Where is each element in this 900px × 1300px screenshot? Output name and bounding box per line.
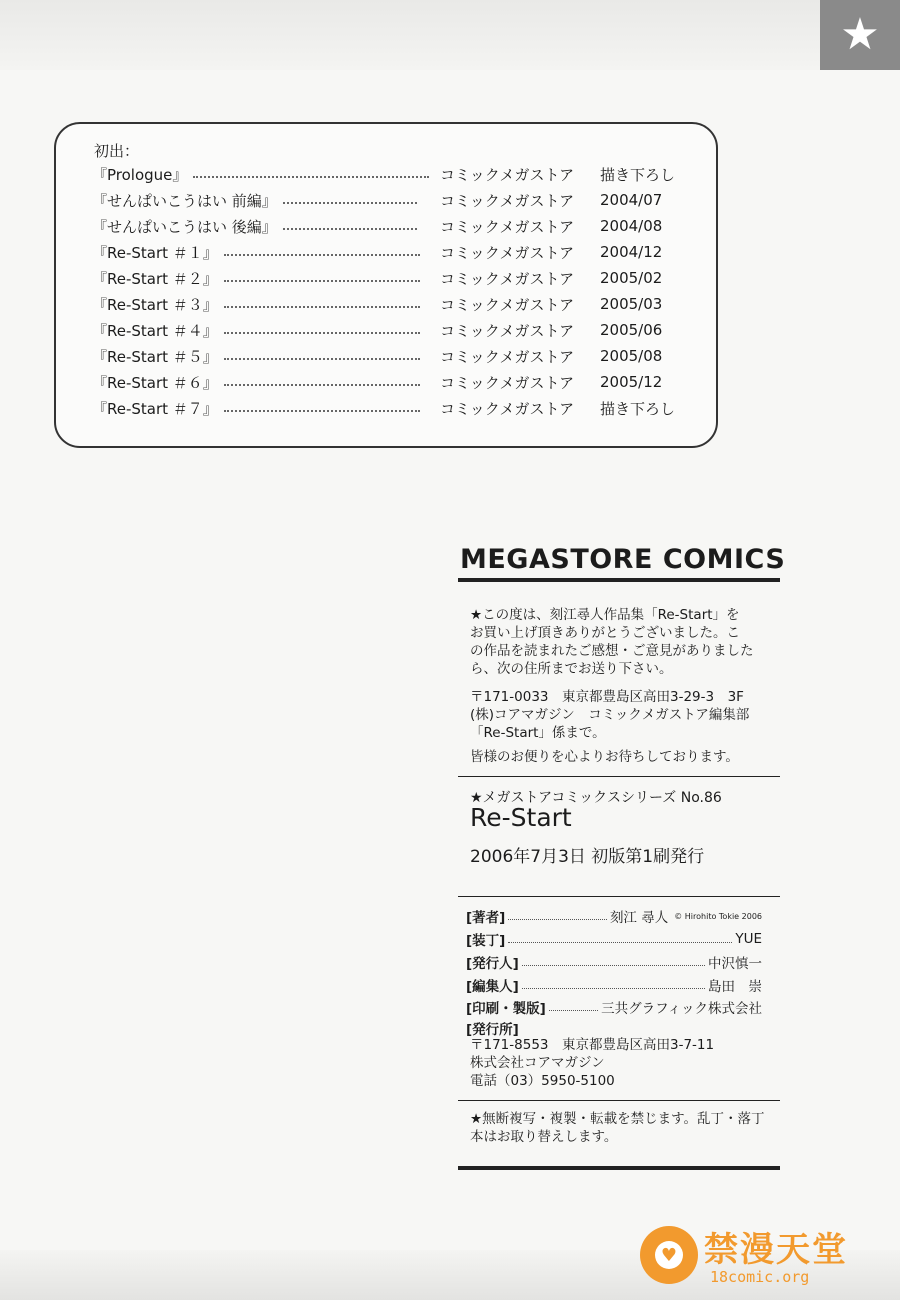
- dot-leader: [224, 410, 420, 412]
- address-line: (株)コアマガジン コミックメガストア編集部: [470, 707, 750, 723]
- source-title: 『Re-Start ＃３』: [92, 295, 218, 314]
- notice-line: 本はお取り替えします。: [470, 1129, 618, 1145]
- dot-leader: [522, 988, 705, 989]
- dot-leader: [224, 358, 420, 360]
- source-magazine: コミックメガストア: [440, 243, 575, 262]
- dot-leader: [224, 332, 420, 334]
- credit-row: [466, 997, 762, 1017]
- source-title: 『Re-Start ＃４』: [92, 321, 218, 340]
- dot-leader: [224, 306, 420, 308]
- credit-label: [著者]: [466, 910, 506, 926]
- source-magazine: コミックメガストア: [440, 269, 575, 288]
- credit-value: 刻江 尋人: [609, 910, 669, 926]
- source-date: 2005/02: [600, 269, 663, 287]
- source-title: 『Re-Start ＃６』: [92, 373, 218, 392]
- dot-leader: [508, 942, 732, 943]
- message-line: の作品を読まれたご感想・ご意見がありました: [470, 643, 754, 659]
- heart-icon: ♥: [655, 1241, 683, 1269]
- copy-notice: [470, 1110, 765, 1146]
- sources-box: [54, 122, 718, 448]
- divider: [458, 1100, 780, 1101]
- copyright-note: © Hirohito Tokie 2006: [674, 911, 762, 921]
- publisher-info: [470, 1036, 714, 1090]
- credit-value: 中沢慎一: [708, 956, 762, 972]
- address-line: 〒171-0033 東京都豊島区高田3-29-3 3F: [470, 689, 744, 705]
- notice-line: ★無断複写・複製・転載を禁じます。乱丁・落丁: [470, 1111, 765, 1127]
- source-magazine: コミックメガストア: [440, 321, 575, 340]
- credit-value: 島田 崇: [708, 979, 762, 995]
- mascot-icon: [640, 1226, 698, 1284]
- source-date: 描き下ろし: [600, 399, 676, 418]
- source-row: [92, 190, 692, 210]
- closing-line: 皆様のお便りを心よりお待ちしております。: [470, 749, 739, 765]
- address-line: 「Re-Start」係まで。: [470, 725, 606, 741]
- credit-label: [装丁]: [466, 933, 506, 949]
- source-title: 『Re-Start ＃７』: [92, 399, 218, 418]
- credit-label: [印刷・製版]: [466, 1001, 546, 1017]
- reader-message: [470, 606, 754, 678]
- editorial-address: [470, 688, 749, 742]
- source-row: [92, 216, 692, 236]
- divider: [458, 776, 780, 777]
- source-date: 2005/06: [600, 321, 663, 339]
- source-magazine: コミックメガストア: [440, 165, 575, 184]
- source-magazine: コミックメガストア: [440, 347, 575, 366]
- message-line: ★この度は、刻江尋人作品集「Re-Start」を: [470, 607, 740, 623]
- source-row: [92, 268, 692, 288]
- source-date: 2005/08: [600, 347, 663, 365]
- publisher-label: [発行所]: [466, 1022, 519, 1038]
- source-date: 2004/08: [600, 217, 663, 235]
- publisher-line: 株式会社コアマガジン: [470, 1055, 605, 1071]
- source-title: 『Re-Start ＃１』: [92, 243, 218, 262]
- source-magazine: コミックメガストア: [440, 217, 575, 236]
- source-magazine: コミックメガストア: [440, 295, 575, 314]
- source-title: 『Prologue』: [92, 165, 188, 184]
- source-date: 2004/07: [600, 191, 663, 209]
- source-date: 2004/12: [600, 243, 663, 261]
- source-title: 『Re-Start ＃２』: [92, 269, 218, 288]
- message-line: ら、次の住所までお送り下さい。: [470, 661, 673, 677]
- publisher-line: 電話（03）5950-5100: [470, 1073, 615, 1089]
- source-date: 2005/12: [600, 373, 663, 391]
- dot-leader: [283, 202, 417, 204]
- dot-leader: [283, 228, 417, 230]
- dot-leader: [508, 919, 607, 920]
- source-row: [92, 372, 692, 392]
- credit-value: YUE: [735, 931, 762, 947]
- divider: [458, 578, 780, 582]
- top-band: [0, 0, 900, 70]
- publisher-line: 〒171-8553 東京都豊島区高田3-7-11: [470, 1037, 715, 1053]
- source-row: [92, 294, 692, 314]
- megastore-logo: MEGASTORE COMICS: [460, 544, 786, 575]
- watermark-url: 18comic.org: [710, 1268, 810, 1286]
- book-title: Re-Start: [470, 803, 572, 832]
- dot-leader: [224, 384, 420, 386]
- watermark-title: 禁漫天堂: [704, 1230, 848, 1270]
- credit-row: [466, 906, 762, 926]
- source-magazine: コミックメガストア: [440, 373, 575, 392]
- divider: [458, 1166, 780, 1170]
- publication-date: 2006年7月3日 初版第1刷発行: [470, 847, 705, 867]
- source-title: 『せんぱいこうはい 後編』: [92, 217, 277, 236]
- source-date: 描き下ろし: [600, 165, 676, 184]
- source-row: [92, 320, 692, 340]
- star-icon: ★: [820, 0, 900, 70]
- credit-value: 三共グラフィック株式会社: [601, 1001, 762, 1017]
- sources-heading: 初出：: [94, 142, 140, 160]
- source-row: [92, 398, 692, 418]
- source-magazine: コミックメガストア: [440, 191, 575, 210]
- source-date: 2005/03: [600, 295, 663, 313]
- message-line: お買い上げ頂きありがとうございました。こ: [470, 625, 740, 641]
- source-title: 『Re-Start ＃５』: [92, 347, 218, 366]
- dot-leader: [224, 254, 420, 256]
- source-row: [92, 346, 692, 366]
- source-row: [92, 164, 692, 184]
- dot-leader: [193, 176, 429, 178]
- divider: [458, 896, 780, 897]
- credit-label: [編集人]: [466, 979, 519, 995]
- dot-leader: [522, 965, 705, 966]
- credit-label: [発行人]: [466, 956, 519, 972]
- source-title: 『せんぱいこうはい 前編』: [92, 191, 277, 210]
- dot-leader: [224, 280, 420, 282]
- credit-row: [466, 952, 762, 972]
- dot-leader: [549, 1010, 598, 1011]
- series-line: ★メガストアコミックスシリーズ No.86: [470, 790, 722, 806]
- site-watermark: [640, 1222, 860, 1294]
- credit-row: [466, 929, 762, 949]
- source-row: [92, 242, 692, 262]
- credit-row: [466, 975, 762, 995]
- source-magazine: コミックメガストア: [440, 399, 575, 418]
